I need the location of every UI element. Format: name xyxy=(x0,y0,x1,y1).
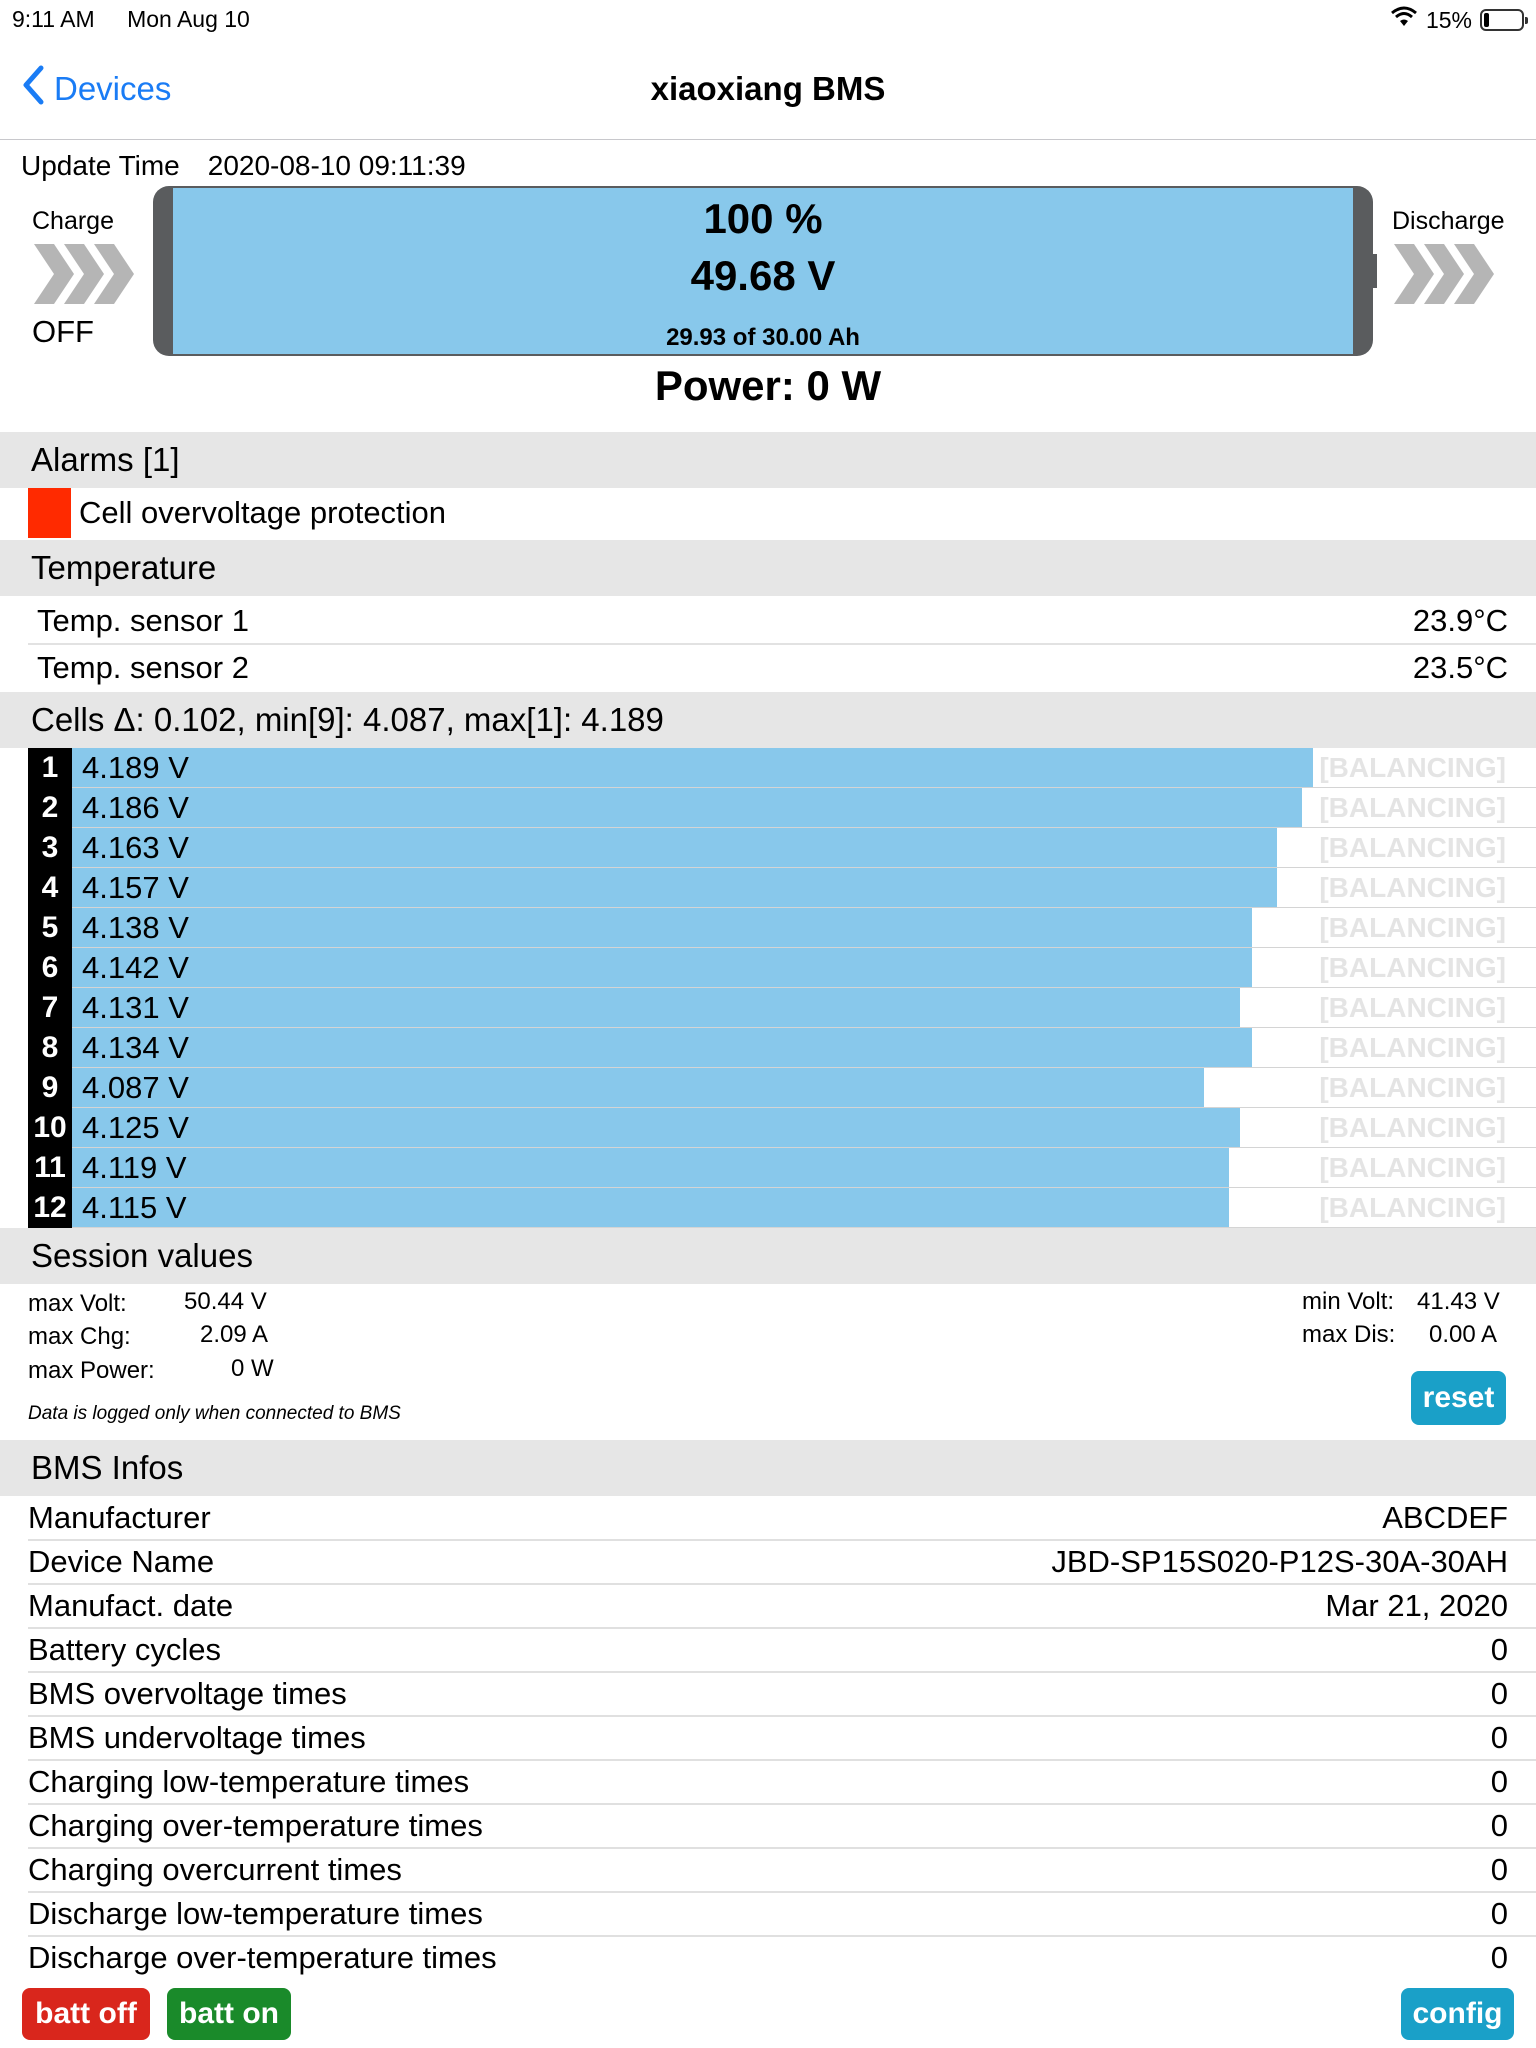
battery-voltage: 49.68 V xyxy=(690,252,836,299)
alarm-indicator xyxy=(28,488,71,538)
cell-balancing-label: [BALANCING] xyxy=(1319,1112,1506,1143)
cell-voltage-bar xyxy=(72,1108,1240,1147)
cell-voltage: 4.157 V xyxy=(82,870,189,905)
wifi-icon xyxy=(1390,6,1418,34)
discharge-label: Discharge xyxy=(1392,207,1505,235)
battery-capacity: 29.93 of 30.00 Ah xyxy=(666,324,860,351)
reset-button[interactable]: reset xyxy=(1411,1371,1506,1425)
battery-percent-value: 100 % xyxy=(703,195,823,242)
cell-voltage: 4.186 V xyxy=(82,790,189,825)
bms-info-row xyxy=(28,1760,1508,1804)
bms-info-label: Charging low-temperature times xyxy=(28,1764,470,1799)
cell-voltage-bar xyxy=(72,748,1313,787)
cell-voltage: 4.115 V xyxy=(82,1190,187,1225)
alarm-item xyxy=(28,488,446,538)
cell-balancing-label: [BALANCING] xyxy=(1319,992,1506,1023)
battery-percent: 15% xyxy=(1425,6,1472,33)
status-time: 9:11 AM xyxy=(12,6,95,32)
cell-row xyxy=(28,1148,1536,1188)
cell-balancing-label: [BALANCING] xyxy=(1319,792,1506,823)
temp-sensor-value: 23.5°C xyxy=(1412,650,1508,685)
config-button[interactable]: config xyxy=(1401,1988,1514,2040)
max-chg-value: 2.09 A xyxy=(200,1321,269,1348)
temp-sensor-row xyxy=(28,647,1508,689)
max-dis-value: 0.00 A xyxy=(1429,1321,1498,1348)
status-left xyxy=(12,6,276,33)
cell-list xyxy=(28,748,1536,1228)
cell-voltage-bar xyxy=(72,828,1277,867)
cell-balancing-label: [BALANCING] xyxy=(1319,832,1506,863)
max-volt-label: max Volt: xyxy=(28,1290,127,1317)
cell-balancing-label: [BALANCING] xyxy=(1319,1072,1506,1103)
bms-info-row xyxy=(28,1804,1508,1848)
cell-voltage-bar xyxy=(72,788,1302,827)
bms-info-label: Manufact. date xyxy=(28,1588,234,1623)
max-power-value: 0 W xyxy=(231,1355,274,1382)
cell-row xyxy=(28,908,1536,948)
bms-info-row xyxy=(28,1628,1508,1672)
cell-row xyxy=(28,948,1536,988)
bms-info-row xyxy=(28,1892,1508,1936)
cell-number: 4 xyxy=(28,868,72,908)
cell-voltage-bar xyxy=(72,1028,1252,1067)
min-volt-value: 41.43 V xyxy=(1417,1288,1500,1315)
cell-row xyxy=(28,788,1536,828)
cell-number: 6 xyxy=(28,948,72,988)
divider xyxy=(28,643,1536,645)
bms-info-row xyxy=(28,1540,1508,1584)
bms-info-value: ABCDEF xyxy=(1382,1500,1508,1535)
bms-info-row xyxy=(28,1936,1508,1980)
cell-voltage: 4.138 V xyxy=(82,910,189,945)
bms-info-value: 0 xyxy=(1490,1852,1508,1887)
max-chg-label: max Chg: xyxy=(28,1323,131,1350)
bms-info-row xyxy=(28,1584,1508,1628)
discharge-arrows-icon[interactable] xyxy=(1390,240,1506,308)
batt-off-button[interactable]: batt off xyxy=(22,1988,150,2040)
max-volt-value: 50.44 V xyxy=(184,1288,267,1315)
cell-number: 7 xyxy=(28,988,72,1028)
cell-row xyxy=(28,828,1536,868)
cell-voltage: 4.125 V xyxy=(82,1110,189,1145)
cell-balancing-label: [BALANCING] xyxy=(1319,1032,1506,1063)
bms-info-value: 0 xyxy=(1490,1940,1508,1975)
cells-header: Cells Δ: 0.102, min[9]: 4.087, max[1]: 4.189 xyxy=(0,692,1536,748)
cell-voltage: 4.189 V xyxy=(82,750,189,785)
cell-number: 5 xyxy=(28,908,72,948)
session-note: Data is logged only when connected to BMS xyxy=(28,1403,401,1424)
bms-info-label: Discharge low-temperature times xyxy=(28,1896,483,1931)
cell-voltage: 4.134 V xyxy=(82,1030,189,1065)
bms-info-row xyxy=(28,1848,1508,1892)
cell-voltage: 4.163 V xyxy=(82,830,189,865)
cell-number: 10 xyxy=(28,1108,72,1148)
cell-number: 9 xyxy=(28,1068,72,1108)
alarms-header: Alarms [1] xyxy=(0,432,1536,488)
battery-terminal xyxy=(1373,254,1377,288)
cell-balancing-label: [BALANCING] xyxy=(1319,952,1506,983)
temp-sensor-row xyxy=(28,600,1508,642)
cell-balancing-label: [BALANCING] xyxy=(1319,752,1506,783)
cell-row xyxy=(28,748,1536,788)
cell-row xyxy=(28,988,1536,1028)
cell-voltage: 4.119 V xyxy=(82,1150,187,1185)
bms-info-label: Charging overcurrent times xyxy=(28,1852,402,1887)
temp-sensor-label: Temp. sensor 1 xyxy=(37,603,249,638)
update-time xyxy=(21,150,466,182)
cell-number: 8 xyxy=(28,1028,72,1068)
power-readout: Power: 0 W xyxy=(654,362,882,409)
battery-status-icon xyxy=(1480,9,1524,31)
bms-info-value: 0 xyxy=(1490,1632,1508,1667)
back-label: Devices xyxy=(54,70,172,107)
batt-on-button[interactable]: batt on xyxy=(167,1988,291,2040)
bms-info-row xyxy=(28,1716,1508,1760)
min-volt-label: min Volt: xyxy=(1302,1288,1395,1315)
bms-info-label: Manufacturer xyxy=(28,1500,211,1535)
cell-voltage: 4.087 V xyxy=(82,1070,189,1105)
cell-number: 3 xyxy=(28,828,72,868)
cell-voltage-bar xyxy=(72,868,1277,907)
alarm-text: Cell overvoltage protection xyxy=(79,495,447,530)
cell-number: 11 xyxy=(28,1148,72,1188)
bms-info-value: JBD-SP15S020-P12S-30A-30AH xyxy=(1051,1544,1508,1579)
bms-info-label: Discharge over-temperature times xyxy=(28,1940,497,1975)
cell-row xyxy=(28,1068,1536,1108)
update-time-label: Update Time xyxy=(21,150,180,181)
bms-info-value: 0 xyxy=(1490,1808,1508,1843)
status-right xyxy=(1390,6,1524,34)
bms-info-value: 0 xyxy=(1490,1764,1508,1799)
cell-row xyxy=(28,1028,1536,1068)
bms-info-value: 0 xyxy=(1490,1720,1508,1755)
status-bar xyxy=(0,0,1536,40)
bms-info-label: Device Name xyxy=(28,1544,215,1579)
cell-balancing-label: [BALANCING] xyxy=(1319,872,1506,903)
cell-number: 1 xyxy=(28,748,72,788)
temp-sensor-value: 23.9°C xyxy=(1412,603,1508,638)
cell-row xyxy=(28,1188,1536,1228)
page-title: xiaoxiang BMS xyxy=(650,70,886,107)
bms-info-label: BMS overvoltage times xyxy=(28,1676,347,1711)
cell-balancing-label: [BALANCING] xyxy=(1319,1152,1506,1183)
bms-info-value: 0 xyxy=(1490,1896,1508,1931)
cell-number: 12 xyxy=(28,1188,72,1228)
cell-voltage-bar xyxy=(72,1068,1204,1107)
nav-bar xyxy=(0,40,1536,140)
cell-voltage: 4.142 V xyxy=(82,950,189,985)
temperature-header: Temperature xyxy=(0,540,1536,596)
cell-voltage-bar xyxy=(72,988,1240,1027)
charge-arrows-icon[interactable] xyxy=(30,240,146,308)
session-header: Session values xyxy=(0,1228,1536,1284)
charge-state: OFF xyxy=(32,314,94,349)
bms-info-label: Battery cycles xyxy=(28,1632,221,1667)
cell-number: 2 xyxy=(28,788,72,828)
temp-sensor-label: Temp. sensor 2 xyxy=(37,650,249,685)
bms-info-value: 0 xyxy=(1490,1676,1508,1711)
cell-voltage: 4.131 V xyxy=(82,990,189,1025)
bms-info-value: Mar 21, 2020 xyxy=(1325,1588,1508,1623)
max-dis-label: max Dis: xyxy=(1302,1321,1396,1348)
cell-row xyxy=(28,868,1536,908)
cell-voltage-bar xyxy=(72,908,1252,947)
bms-info-label: Charging over-temperature times xyxy=(28,1808,483,1843)
cell-voltage-bar xyxy=(72,1188,1229,1227)
status-date: Mon Aug 10 xyxy=(127,6,250,32)
cell-row xyxy=(28,1108,1536,1148)
max-power-label: max Power: xyxy=(28,1357,155,1384)
cell-balancing-label: [BALANCING] xyxy=(1319,912,1506,943)
charge-label: Charge xyxy=(32,207,114,235)
cell-voltage-bar xyxy=(72,1148,1229,1187)
bms-info-header: BMS Infos xyxy=(0,1440,1536,1496)
bms-info-row xyxy=(28,1496,1508,1540)
cell-voltage-bar xyxy=(72,948,1252,987)
bms-info-label: BMS undervoltage times xyxy=(28,1720,366,1755)
update-time-value: 2020-08-10 09:11:39 xyxy=(207,150,466,181)
bms-info-row xyxy=(28,1672,1508,1716)
cell-balancing-label: [BALANCING] xyxy=(1319,1192,1506,1223)
